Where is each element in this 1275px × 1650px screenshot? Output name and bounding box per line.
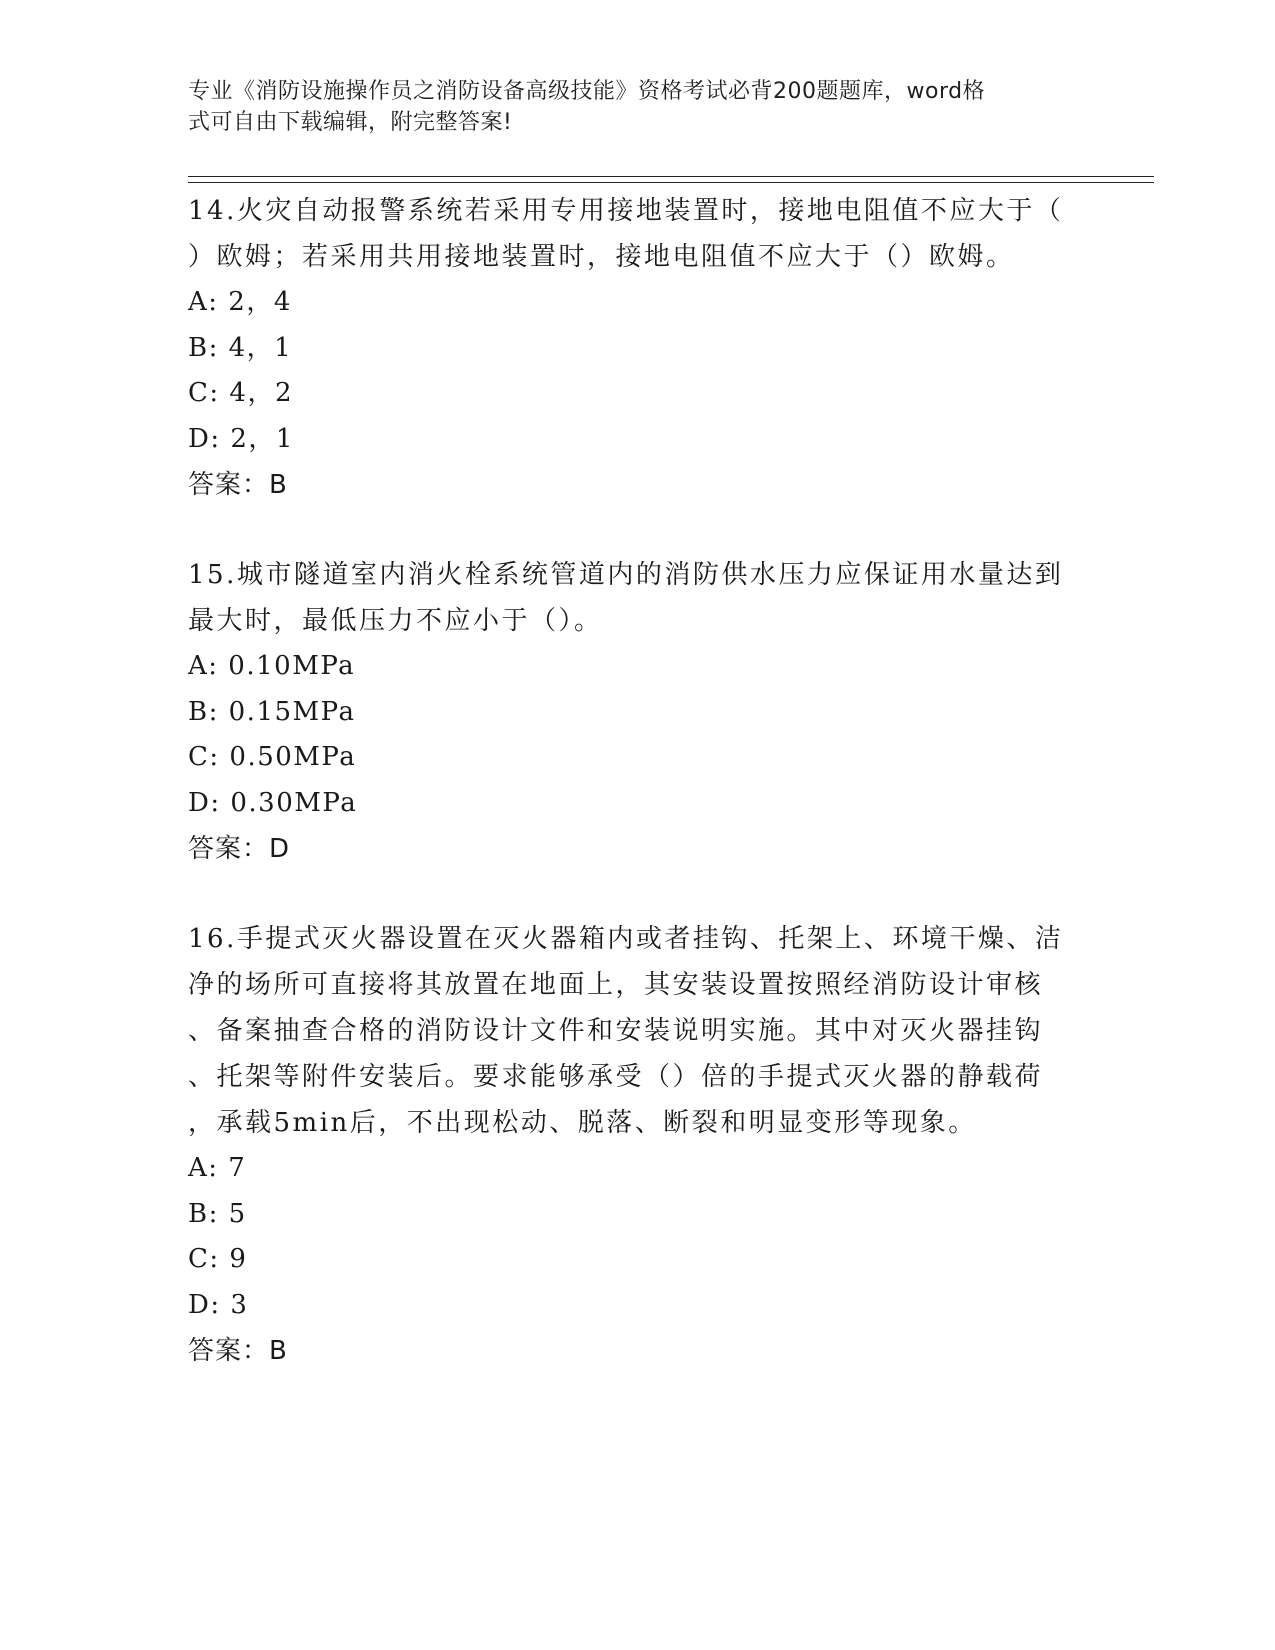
option-b: B: 4，1 (188, 332, 293, 363)
question-stem-line: 、托架等附件安装后。要求能够承受（）倍的手提式灭火器的静载荷 (188, 1062, 1044, 1092)
question-stem-line: ，承载5min后，不出现松动、脱落、断裂和明显变形等现象。 (188, 1108, 977, 1138)
header-line-1: 专业《消防设施操作员之消防设备高级技能》资格考试必背200题题库，word格 (188, 79, 986, 104)
option-a: A: 7 (188, 1153, 247, 1183)
option-d: D: 0.30MPa (188, 787, 358, 818)
header-line-2: 式可自由下载编辑，附完整答案! (188, 110, 513, 135)
option-d: D: 3 (188, 1289, 249, 1320)
question-stem-line: 15.城市隧道室内消火栓系统管道内的消防供水压力应保证用水量达到 (188, 560, 1064, 590)
question-stem-line: ）欧姆；若采用共用接地装置时，接地电阻值不应大于（）欧姆。 (188, 242, 1015, 272)
question-15 (188, 552, 1088, 872)
option-b: B: 5 (188, 1198, 247, 1229)
question-stem-line: 最大时，最低压力不应小于（）。 (188, 606, 603, 636)
option-c: C: 4，2 (188, 378, 294, 408)
question-stem-line: 14.火灾自动报警系统若采用专用接地装置时，接地电阻值不应大于（ (188, 196, 1064, 226)
question-stem-line: 、备案抽查合格的消防设计文件和安装说明实施。其中对灭火器挂钩 (188, 1016, 1044, 1046)
question-stem-line: 净的场所可直接将其放置在地面上，其安装设置按照经消防设计审核 (188, 970, 1044, 1000)
answer-label: 答案：B (188, 1336, 288, 1366)
option-a: A: 2，4 (188, 287, 292, 317)
header-divider-top (188, 176, 1154, 177)
header-divider-bottom (188, 182, 1154, 183)
option-a: A: 0.10MPa (188, 651, 356, 681)
option-c: C: 0.50MPa (188, 742, 357, 772)
option-c: C: 9 (188, 1244, 248, 1274)
document-header (188, 76, 1068, 138)
question-stem-line: 16.手提式灭火器设置在灭火器箱内或者挂钩、托架上、环境干燥、洁 (188, 924, 1064, 954)
answer-label: 答案：B (188, 470, 288, 500)
question-16 (188, 916, 1088, 1374)
answer-label: 答案：D (188, 834, 291, 864)
question-14 (188, 188, 1088, 508)
option-b: B: 0.15MPa (188, 696, 356, 727)
option-d: D: 2，1 (188, 423, 294, 454)
